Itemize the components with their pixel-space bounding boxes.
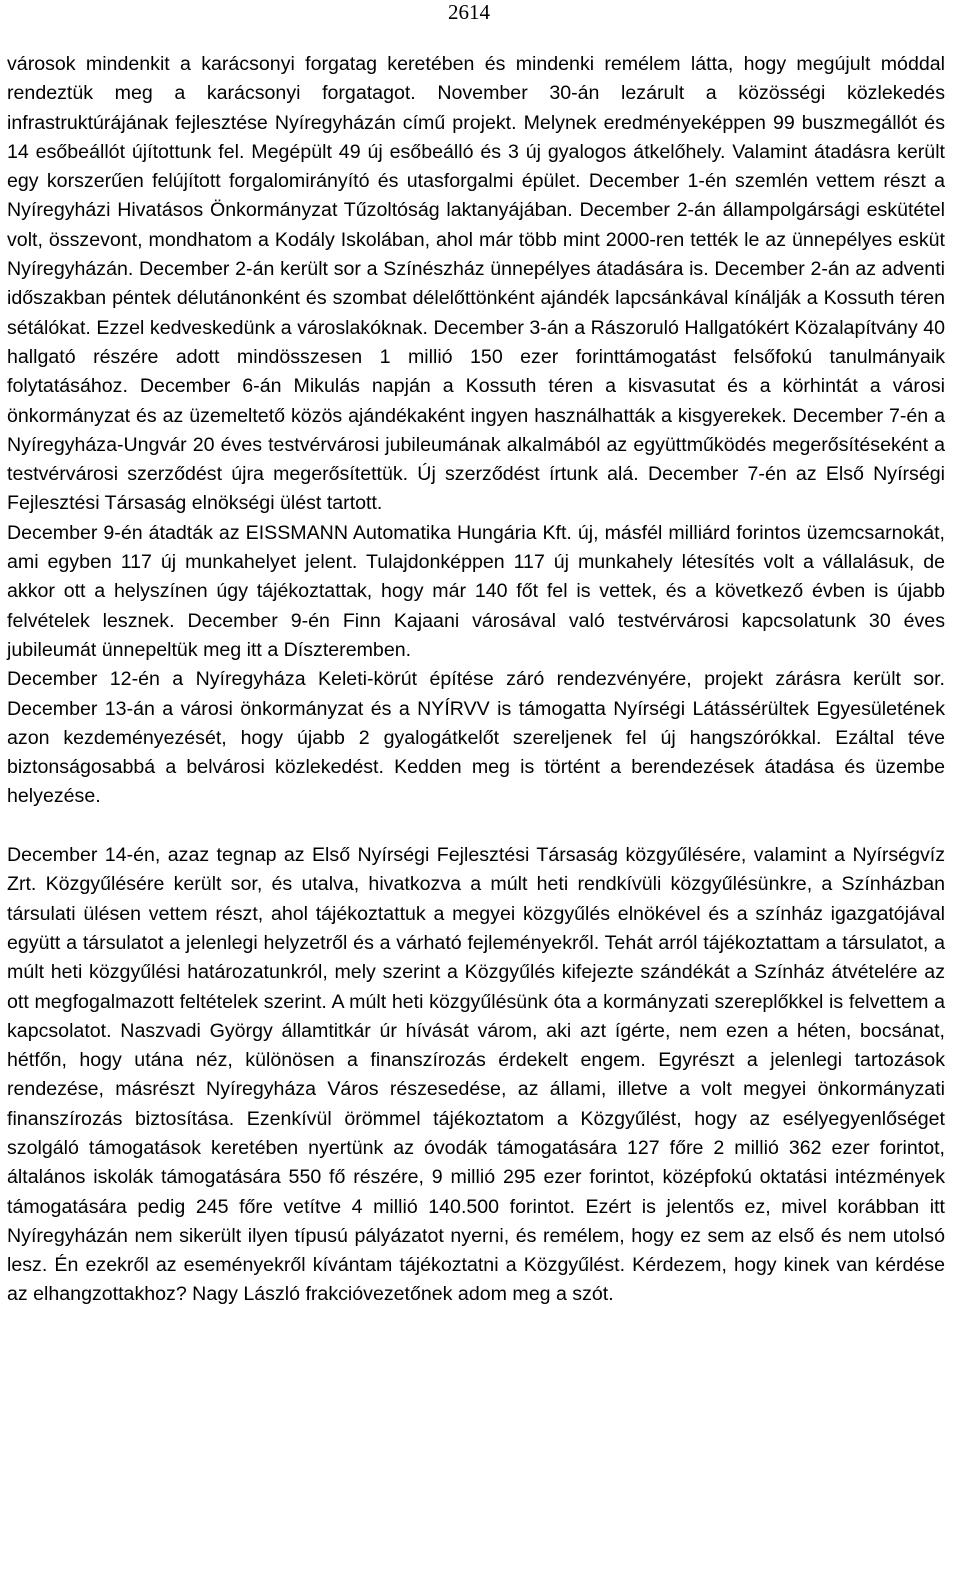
paragraph-3: December 12-én a Nyíregyháza Keleti-körút építése záró rendezvényére, projekt zárásra került sor. December 13-án a városi önkormányzat és a NYÍRVV is támogatta Nyírségi Látássérültek Egyesületének azon kezdeményezését, hogy újabb 2 gyalogátkelőt szereljenek fel új hangszórókkal. Ezáltal téve biztonságosabbá a belvárosi közlekedést. Kedden meg is történt a berendezések átadása és üzembe helyezése.: [7, 668, 945, 808]
paragraph-4: December 14-én, azaz tegnap az Első Nyírségi Fejlesztési Társaság közgyűlésére, valamint a Nyírségvíz Zrt. Közgyűlésére került sor, és utalva, hivatkozva a múlt heti rendkívüli közgyűlésünkre, a Színházban társulati ülésen vettem részt, ahol tájékoztattuk a megyei közgyűlés elnökével és a színház igazgatójával együtt a társulatot a jelenlegi helyzetről és a várható fejleményekről. Tehát arról tájékoztattam a társulatot, a múlt heti közgyűlési határozatunkról, mely szerint a Közgyűlés kifejezte szándékát a Színház átvételére az ott megfogalmazott feltételek szerint. A múlt heti közgyűlésünk óta a kormányzati szereplőkkel is felvettem a kapcsolatot. Naszvadi György államtitkár úr hívását várom, aki azt ígérte, nem ezen a héten, bocsánat, hétfőn, hogy utána néz, különösen a finanszírozás érdekelt engem. Egyrészt a jelenlegi tartozások rendezése, másrészt Nyíregyháza Város részesedése, az állami, illetve a volt megyei önkormányzati finanszírozás biztosítása. Ezenkívül örömmel tájékoztatom a Közgyűlést, hogy az esélyegyenlőséget szolgáló támogatások keretében nyertünk az óvodák támogatására 127 főre 2 millió 362 ezer forintot, általános iskolák támogatására 550 fő részére, 9 millió 295 ezer forintot, középfokú oktatási intézmények támogatására pedig 245 főre vetítve 4 millió 140.500 forintot. Ezért is jelentős ez, mivel korábban itt Nyíregyházán nem sikerült ilyen típusú pályázatot nyerni, és remélem, hogy ez sem az első és nem utolsó lesz. Én ezekről az eseményekről kívántam tájékoztatni a Közgyűlést. Kérdezem, hogy kinek van kérdése az elhangzottakhoz? Nagy László frakcióvezetőnek adom meg a szót.: [7, 844, 945, 1306]
document-body: [7, 50, 945, 1310]
paragraph-1: városok mindenkit a karácsonyi forgatag keretében és mindenki remélem látta, hogy megújult móddal rendeztük meg a karácsonyi forgatagot. November 30-án lezárult a közösségi közlekedés infrastruktúrájának fejlesztése Nyíregyházán című projekt. Melynek eredményeképpen 99 buszmegállót és 14 esőbeállót újítottunk fel. Megépült 49 új esőbeálló és 3 új gyalogos átkelőhely. Valamint átadásra került egy korszerűen felújított forgalomirányító és utasforgalmi épület. December 1-én szemlén vettem részt a Nyíregyházi Hivatásos Önkormányzat Tűzoltóság laktanyájában. December 2-án állampolgársági eskütétel volt, összevont, mondhatom a Kodály Iskolában, ahol már több mint 2000-ren tették le az ünnepélyes esküt Nyíregyházán. December 2-án került sor a Színészház ünnepélyes átadására is. December 2-án az adventi időszakban péntek délutánonként és szombat délelőttönként ajándék lapcsánkával kínálják a Kossuth téren sétálókat. Ezzel kedveskedünk a városlakóknak. December 3-án a Rászoruló Hallgatókért Közalapítvány 40 hallgató részére adott mindösszesen 1 millió 150 ezer forinttámogatást felsőfokú tanulmányaik folytatásához. December 6-án Mikulás napján a Kossuth téren a kisvasutat és a körhintát a városi önkormányzat és az üzemeltető közös ajándékaként ingyen használhatták a kisgyerekek. December 7-én a Nyíregyháza-Ungvár 20 éves testvérvárosi jubileumának alkalmából az együttműködés megerősítéseként a testvérvárosi szerződést újra megerősítettük. Új szerződést írtunk alá. December 7-én az Első Nyírségi Fejlesztési Társaság elnökségi ülést tartott.: [7, 53, 945, 515]
paragraph-2: December 9-én átadták az EISSMANN Automatika Hungária Kft. új, másfél milliárd forintos üzemcsarnokát, ami egyben 117 új munkahelyet jelent. Tulajdonképpen 117 új munkahely létesítés volt a vállalásuk, de akkor ott a helyszínen úgy tájékoztattak, hogy már 140 főt fel is vettek, és a következő évben is újabb felvételek lesznek. December 9-én Finn Kajaani városával való testvérvárosi kapcsolatunk 30 éves jubileumát ünnepeltük meg itt a Díszteremben.: [7, 521, 945, 661]
page-number: 2614: [448, 0, 490, 24]
